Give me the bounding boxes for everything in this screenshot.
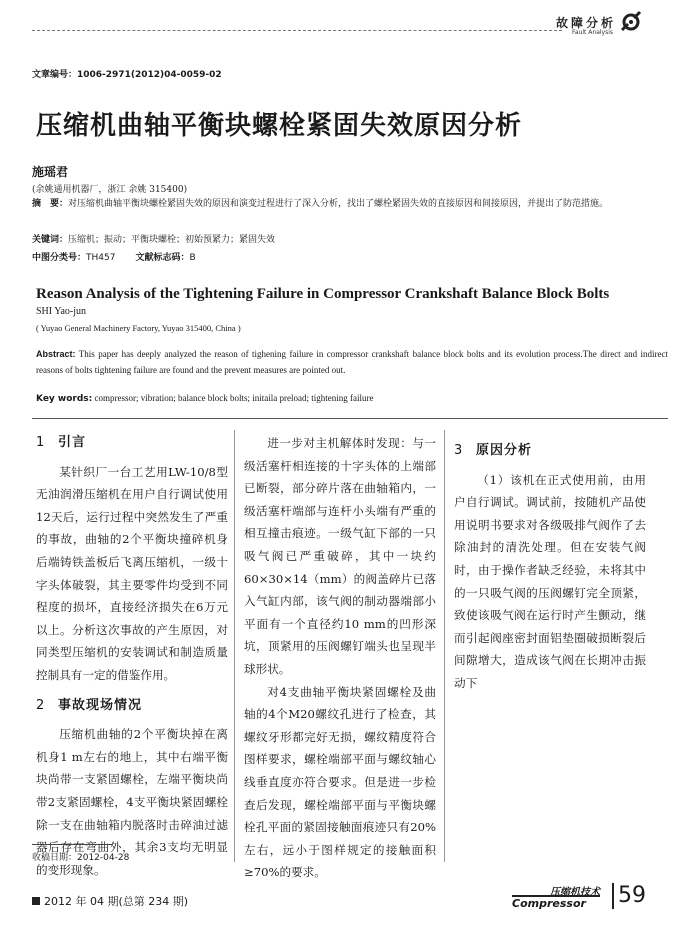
clc-label: 中图分类号： bbox=[32, 253, 87, 263]
keywords-cn bbox=[32, 232, 275, 245]
title-en: Reason Analysis of the Tightening Failure in Compressor Crankshaft Balance Block Bolts bbox=[36, 286, 610, 302]
paragraph: （1）该机在正式使用前，由用户自行调试。调试前，按随机产品使用说明书要求对各级吸排气阀作了去除油封的清洗处理。但在安装气阀时，由于操作者缺乏经验，未将其中的一只吸气阀的压阀螺钉完全顶紧，致使该吸气阀在运行时产生颤动，继而引起阀座密封面铝垫圈破损断裂后间隙增大，造成该气阀在长期冲击振动下 bbox=[454, 472, 646, 690]
affiliation-cn: (余姚通用机器厂，浙江 余姚 315400) bbox=[32, 185, 188, 195]
author-en: SHI Yao-jun bbox=[36, 306, 87, 317]
body-separator bbox=[32, 418, 668, 419]
section-heading-1: 1 引言 bbox=[36, 435, 87, 450]
body-column-2 bbox=[244, 432, 436, 884]
abstract-en bbox=[36, 346, 668, 378]
section-heading-3: 3 原因分析 bbox=[454, 443, 533, 458]
title-cn: 压缩机曲轴平衡块螺栓紧固失效原因分析 bbox=[36, 111, 523, 141]
classification bbox=[32, 250, 196, 263]
keywords-en bbox=[36, 393, 373, 404]
abstract-en-text: This paper has deeply analyzed the reason of tighening failure in compressor crankshaft balance block bolts and its evolution process.The direct and indirect reasons of bolts tightening failure are found and the prevent measures are pointed out. bbox=[36, 349, 669, 375]
keywords-cn-label: 关键词： bbox=[32, 235, 69, 245]
header-rule bbox=[32, 30, 562, 31]
received-date: 收稿日期：2012-04-28 bbox=[32, 853, 130, 863]
article-number: 文章编号：1006-2971(2012)04-0059-02 bbox=[32, 70, 222, 80]
footnote-rule bbox=[32, 844, 112, 845]
page-number: 59 bbox=[612, 883, 646, 909]
abstract-en-label: Abstract: bbox=[36, 349, 76, 359]
clc-value: TH457 bbox=[86, 253, 116, 263]
abstract-cn-label: 摘 要： bbox=[32, 199, 69, 209]
affiliation-en: ( Yuyao General Machinery Factory, Yuyao 315400, China ) bbox=[36, 323, 241, 333]
column-divider bbox=[444, 430, 445, 862]
header-category: 故障分析 bbox=[556, 16, 617, 30]
keywords-en-text: compressor; vibration; balance block bolts; initaila preload; tightening failure bbox=[94, 393, 374, 403]
doc-code-label: 文献标志码： bbox=[135, 253, 190, 263]
paragraph: 进一步对主机解体时发现：与一级活塞杆相连接的十字头体的上端部已断裂，部分碎片落在曲轴箱内，一级活塞杆端部与连杆小头端有严重的相互撞击痕迹。一级气缸下部的一只吸气阀已严重破碎，其中一块约60×30×14（mm）的阀盖碎片已落入气缸内部，该气阀的制动器端部小平面有一个直径约10 mm的凹形深坑，顶紧用的压阀螺钉端头也呈现半球形状。 bbox=[244, 436, 436, 676]
issue-info: 2012 年 04 期(总第 234 期) bbox=[32, 893, 188, 909]
paragraph: 某针织厂一台工艺用LW-10/8型无油润滑压缩机在用户自行调试使用12天后，运行过程中突然发生了严重的事故，曲轴的2个平衡块撞碎机身后端铸铁盖板后飞离压缩机，一级十字头体破裂，其主要零件均受到不同程度的损坏，直接经济损失在6万元以上。分析这次事故的产生原因，对同类型压缩机的安装调试和制造质量控制具有一定的借鉴作用。 bbox=[36, 464, 228, 682]
abstract-cn-text: 对压缩机曲轴平衡块螺栓紧固失效的原因和演变过程进行了深入分析，找出了螺栓紧固失效的直接原因和间接原因，并提出了防范措施。 bbox=[68, 199, 609, 209]
abstract-cn bbox=[32, 196, 668, 212]
doc-code-value: B bbox=[189, 253, 196, 263]
column-divider bbox=[234, 430, 235, 862]
journal-name-cn: 压缩机技术 bbox=[550, 887, 600, 898]
body-column-3 bbox=[454, 432, 646, 695]
keywords-cn-text: 压缩机；振动；平衡块螺栓；初始预紧力；紧固失效 bbox=[68, 235, 276, 245]
paragraph: 压缩机曲轴的2个平衡块掉在离机身1 m左右的地上，其中右端平衡块尚带一支紧固螺栓，左端平衡块尚带2支紧固螺栓，4支平衡块紧固螺栓除一支在曲轴箱内脱落时击碎油过滤器后存在弯曲外，其余3支均无明显的变形现象。 bbox=[36, 727, 228, 877]
paragraph: 对4支曲轴平衡块紧固螺栓及曲轴的4个M20螺纹孔进行了检查，其螺纹牙形都完好无损，螺纹精度符合图样要求，螺栓端部平面与螺纹轴心线垂直度亦符合要求。但是进一步检查后发现，螺栓端部平面与平衡块螺栓孔平面的紧固接触面痕迹只有20%左右，远小于图样规定的接触面积≥70%的要求。 bbox=[244, 684, 436, 880]
author-cn: 施瑶君 bbox=[32, 165, 69, 179]
header-category-en: Fault Analysis bbox=[572, 29, 614, 36]
body-column-1 bbox=[36, 432, 228, 881]
wrench-gear-icon bbox=[618, 8, 644, 34]
section-heading-2: 2 事故现场情况 bbox=[36, 697, 143, 713]
journal-logo bbox=[512, 883, 604, 915]
keywords-en-label: Key words: bbox=[36, 394, 93, 404]
journal-name-en: Compressor bbox=[512, 897, 586, 910]
